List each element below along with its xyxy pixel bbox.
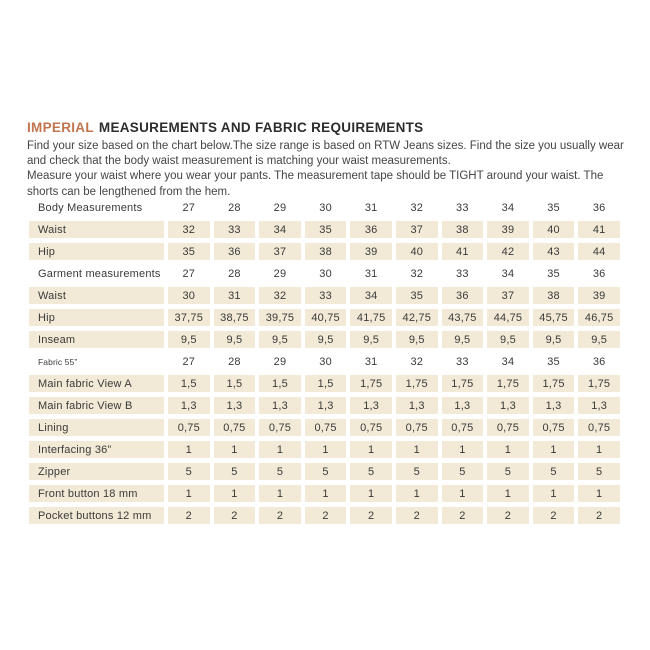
value-cell: 0,75 <box>305 419 347 436</box>
table-row <box>29 507 620 524</box>
value-cell: 1 <box>487 485 529 502</box>
value-cell: 29 <box>273 355 287 368</box>
value-cell: 0,75 <box>396 419 438 436</box>
value-cell: 39 <box>578 287 620 304</box>
value-cell: 9,5 <box>396 331 438 348</box>
row-label: Waist <box>29 287 164 304</box>
row-label: Front button 18 mm <box>29 485 164 502</box>
intro-paragraph-sizing: Find your size based on the chart below.The size range is based on RTW Jeans sizes. Find the size you usually wear and check that the body waist measurement is matching your waist measurements. <box>27 140 624 168</box>
row-label: Fabric 55” <box>38 356 78 367</box>
value-cell: 9,5 <box>487 331 529 348</box>
value-cell: 1 <box>533 441 575 458</box>
value-cell: 1 <box>442 441 484 458</box>
value-cell: 44,75 <box>487 309 529 326</box>
value-cell: 1 <box>533 485 575 502</box>
row-label: Body Measurements <box>38 201 143 214</box>
value-cell: 30 <box>319 267 332 280</box>
intro-paragraph-measuring: Measure your waist where you wear your pants. The measurement tape should be TIGHT around your waist. The shorts can be lengthened from the hem. <box>27 170 604 198</box>
value-cell: 5 <box>305 463 347 480</box>
value-cell: 41,75 <box>350 309 392 326</box>
value-cell: 34 <box>501 201 515 214</box>
value-cell: 43 <box>533 243 575 260</box>
value-cell: 40 <box>533 221 575 238</box>
value-cell: 36 <box>592 355 606 368</box>
value-cell: 5 <box>533 463 575 480</box>
value-cell: 38 <box>442 221 484 238</box>
value-cell: 1,75 <box>578 375 620 392</box>
table-row <box>29 441 620 458</box>
value-cell: 1 <box>396 441 438 458</box>
row-label: Main fabric View A <box>29 375 164 392</box>
value-cell: 1,75 <box>487 375 529 392</box>
value-cell: 1 <box>350 485 392 502</box>
value-cell: 46,75 <box>578 309 620 326</box>
value-cell: 9,5 <box>168 331 210 348</box>
value-cell: 1 <box>259 441 301 458</box>
value-cell: 27 <box>182 201 196 214</box>
value-cell: 5 <box>168 463 210 480</box>
value-cell: 41 <box>578 221 620 238</box>
value-cell: 31 <box>364 355 378 368</box>
value-cell: 35 <box>396 287 438 304</box>
table-row <box>29 221 620 238</box>
value-cell: 0,75 <box>168 419 210 436</box>
value-cell: 2 <box>487 507 529 524</box>
value-cell: 35 <box>305 221 347 238</box>
value-cell: 0,75 <box>259 419 301 436</box>
value-cell: 36 <box>592 267 606 280</box>
value-cell: 37,75 <box>168 309 210 326</box>
value-cell: 36 <box>350 221 392 238</box>
value-cell: 34 <box>501 267 515 280</box>
header <box>27 120 628 200</box>
value-cell: 33 <box>456 267 469 280</box>
row-label: Pocket buttons 12 mm <box>29 507 164 524</box>
row-label: Lining <box>29 419 164 436</box>
table-row <box>29 375 620 392</box>
value-cell: 31 <box>214 287 256 304</box>
value-cell: 1,5 <box>214 375 256 392</box>
value-cell: 27 <box>182 267 196 280</box>
value-cell: 0,75 <box>578 419 620 436</box>
value-cell: 45,75 <box>533 309 575 326</box>
row-label: Inseam <box>29 331 164 348</box>
value-cell: 36 <box>214 243 256 260</box>
value-cell: 5 <box>350 463 392 480</box>
value-cell: 31 <box>364 201 378 214</box>
value-cell: 37 <box>396 221 438 238</box>
value-cell: 5 <box>214 463 256 480</box>
value-cell: 1 <box>259 485 301 502</box>
value-cell: 9,5 <box>214 331 256 348</box>
value-cell: 28 <box>228 201 241 214</box>
value-cell: 35 <box>547 355 560 368</box>
value-cell: 1,3 <box>396 397 438 414</box>
value-cell: 2 <box>305 507 347 524</box>
row-label: Hip <box>29 309 164 326</box>
value-cell: 0,75 <box>214 419 256 436</box>
value-cell: 1 <box>214 441 256 458</box>
table-row <box>29 463 620 480</box>
value-cell: 32 <box>168 221 210 238</box>
value-cell: 9,5 <box>259 331 301 348</box>
value-cell: 33 <box>456 201 469 214</box>
value-cell: 9,5 <box>350 331 392 348</box>
value-cell: 30 <box>168 287 210 304</box>
value-cell: 1 <box>305 441 347 458</box>
value-cell: 0,75 <box>487 419 529 436</box>
value-cell: 38,75 <box>214 309 256 326</box>
value-cell: 31 <box>364 267 378 280</box>
value-cell: 1,3 <box>578 397 620 414</box>
value-cell: 38 <box>305 243 347 260</box>
value-cell: 1,5 <box>259 375 301 392</box>
value-cell: 1,75 <box>533 375 575 392</box>
value-cell: 42,75 <box>396 309 438 326</box>
value-cell: 32 <box>410 201 424 214</box>
value-cell: 1 <box>487 441 529 458</box>
value-cell: 2 <box>214 507 256 524</box>
value-cell: 32 <box>410 355 424 368</box>
intro-text <box>27 139 628 200</box>
table-row <box>29 309 620 326</box>
value-cell: 9,5 <box>533 331 575 348</box>
value-cell: 1,3 <box>259 397 301 414</box>
value-cell: 1,75 <box>442 375 484 392</box>
value-cell: 1,3 <box>533 397 575 414</box>
value-cell: 33 <box>214 221 256 238</box>
value-cell: 9,5 <box>442 331 484 348</box>
row-label: Zipper <box>29 463 164 480</box>
value-cell: 2 <box>533 507 575 524</box>
value-cell: 34 <box>350 287 392 304</box>
row-label: Garment measurements <box>38 267 161 280</box>
value-cell: 1 <box>305 485 347 502</box>
value-cell: 30 <box>319 201 332 214</box>
value-cell: 33 <box>305 287 347 304</box>
table-row <box>29 419 620 436</box>
value-cell: 32 <box>410 267 424 280</box>
value-cell: 41 <box>442 243 484 260</box>
value-cell: 35 <box>547 201 560 214</box>
value-cell: 9,5 <box>578 331 620 348</box>
value-cell: 28 <box>228 355 241 368</box>
table-row <box>29 397 620 414</box>
row-label: Interfacing 36” <box>29 441 164 458</box>
page-title <box>27 120 628 135</box>
value-cell: 39 <box>487 221 529 238</box>
value-cell: 1 <box>578 441 620 458</box>
table-row <box>29 353 620 370</box>
value-cell: 1,75 <box>396 375 438 392</box>
value-cell: 0,75 <box>533 419 575 436</box>
value-cell: 9,5 <box>305 331 347 348</box>
table-row <box>29 265 620 282</box>
value-cell: 1 <box>578 485 620 502</box>
value-cell: 44 <box>578 243 620 260</box>
value-cell: 32 <box>259 287 301 304</box>
value-cell: 1 <box>350 441 392 458</box>
value-cell: 43,75 <box>442 309 484 326</box>
value-cell: 29 <box>273 201 287 214</box>
value-cell: 38 <box>533 287 575 304</box>
value-cell: 40 <box>396 243 438 260</box>
table-row <box>29 331 620 348</box>
value-cell: 37 <box>259 243 301 260</box>
value-cell: 37 <box>487 287 529 304</box>
value-cell: 5 <box>578 463 620 480</box>
value-cell: 35 <box>547 267 560 280</box>
value-cell: 39,75 <box>259 309 301 326</box>
value-cell: 2 <box>442 507 484 524</box>
value-cell: 28 <box>228 267 241 280</box>
value-cell: 1,3 <box>168 397 210 414</box>
row-label: Waist <box>29 221 164 238</box>
value-cell: 1,3 <box>442 397 484 414</box>
page-title-highlight: IMPERIAL <box>27 120 94 135</box>
value-cell: 35 <box>168 243 210 260</box>
value-cell: 34 <box>259 221 301 238</box>
table-row <box>29 243 620 260</box>
value-cell: 5 <box>396 463 438 480</box>
value-cell: 36 <box>592 201 606 214</box>
value-cell: 1,75 <box>350 375 392 392</box>
value-cell: 39 <box>350 243 392 260</box>
value-cell: 34 <box>501 355 515 368</box>
value-cell: 2 <box>168 507 210 524</box>
value-cell: 36 <box>442 287 484 304</box>
value-cell: 5 <box>259 463 301 480</box>
value-cell: 5 <box>487 463 529 480</box>
table-row <box>29 199 620 216</box>
value-cell: 2 <box>350 507 392 524</box>
value-cell: 0,75 <box>442 419 484 436</box>
value-cell: 1 <box>168 485 210 502</box>
value-cell: 1,3 <box>487 397 529 414</box>
value-cell: 2 <box>396 507 438 524</box>
row-label: Main fabric View B <box>29 397 164 414</box>
value-cell: 42 <box>487 243 529 260</box>
size-table <box>29 199 620 529</box>
value-cell: 1 <box>214 485 256 502</box>
value-cell: 1,5 <box>305 375 347 392</box>
value-cell: 30 <box>319 355 332 368</box>
value-cell: 5 <box>442 463 484 480</box>
value-cell: 40,75 <box>305 309 347 326</box>
value-cell: 2 <box>259 507 301 524</box>
page-title-rest: MEASUREMENTS AND FABRIC REQUIREMENTS <box>98 120 424 135</box>
value-cell: 1,3 <box>305 397 347 414</box>
value-cell: 1 <box>168 441 210 458</box>
table-row <box>29 287 620 304</box>
value-cell: 1,5 <box>168 375 210 392</box>
value-cell: 29 <box>273 267 287 280</box>
value-cell: 1 <box>396 485 438 502</box>
value-cell: 2 <box>578 507 620 524</box>
value-cell: 1,3 <box>214 397 256 414</box>
row-label: Hip <box>29 243 164 260</box>
value-cell: 1 <box>442 485 484 502</box>
value-cell: 1,3 <box>350 397 392 414</box>
table-row <box>29 485 620 502</box>
value-cell: 0,75 <box>350 419 392 436</box>
value-cell: 27 <box>182 355 196 368</box>
value-cell: 33 <box>456 355 469 368</box>
